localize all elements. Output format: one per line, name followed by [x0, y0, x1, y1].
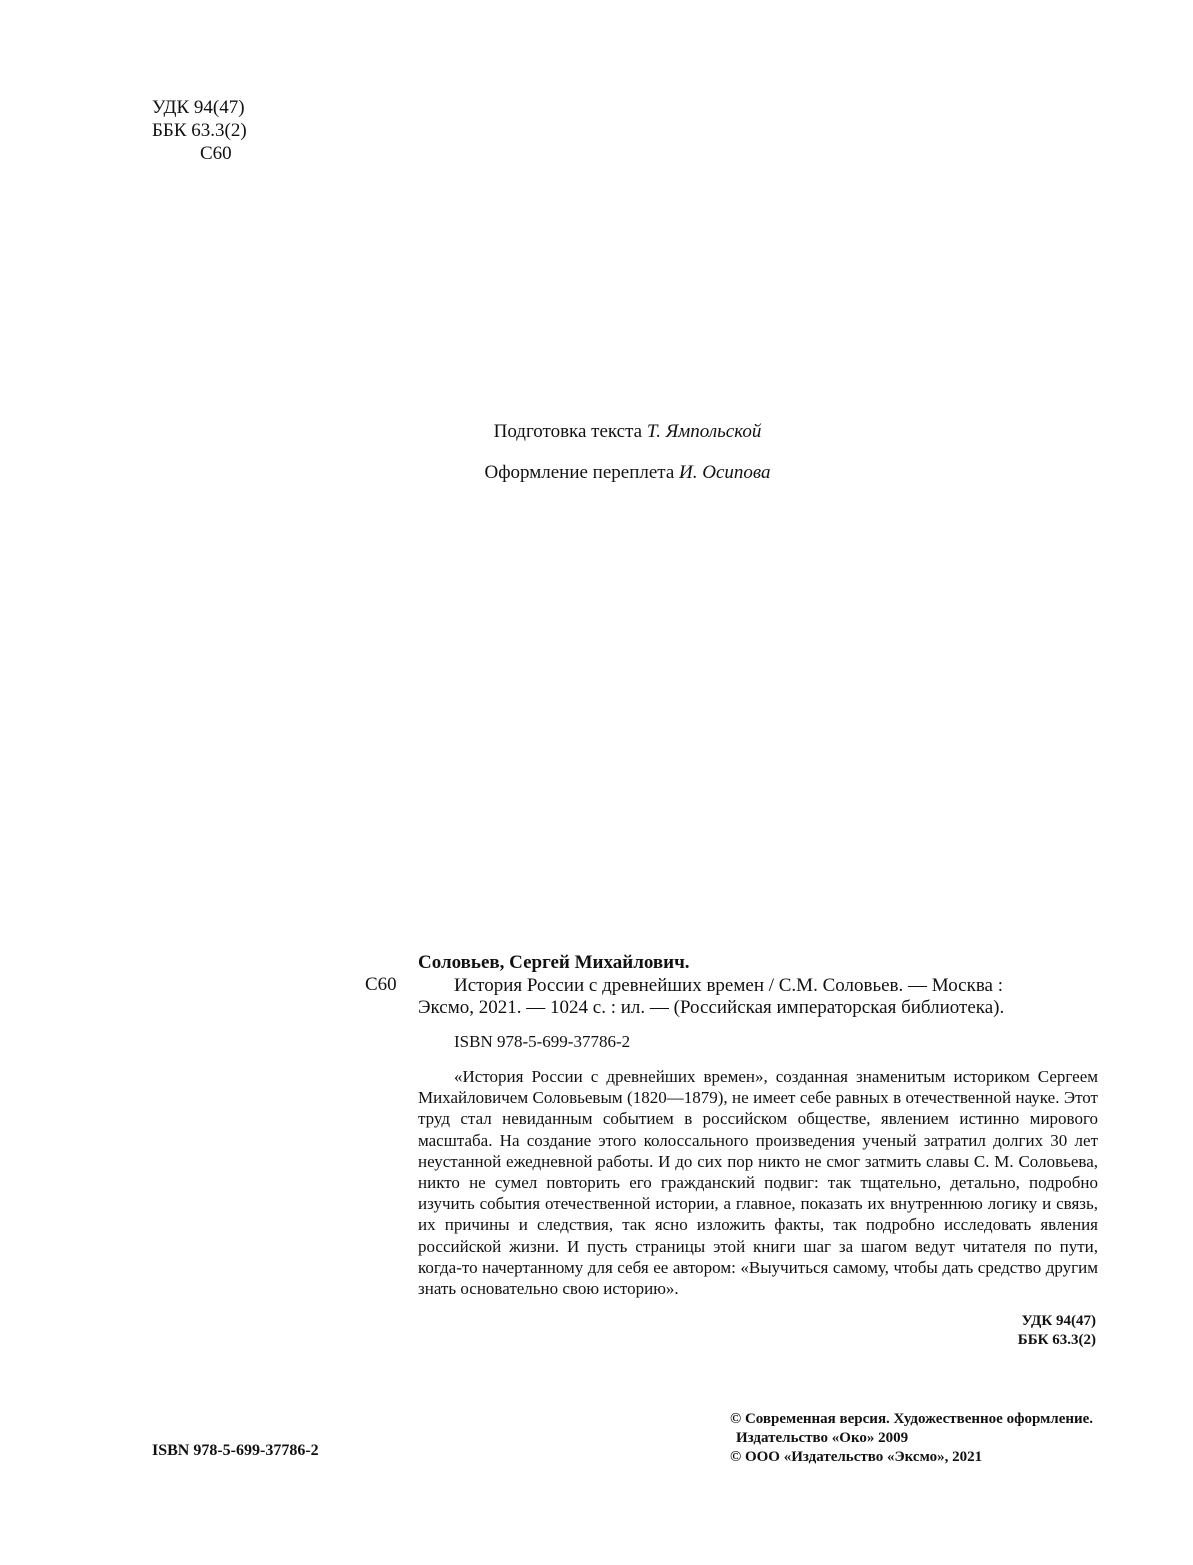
bbk-code: ББК 63.3(2): [152, 120, 247, 141]
binding-label: Оформление переплета: [484, 462, 675, 483]
catalog-author: Соловьев, Сергей Михайлович.: [418, 952, 690, 973]
text-prep-label: Подготовка текста: [493, 421, 643, 442]
binding-name: И. Осипова: [679, 462, 771, 483]
copyright-block: [730, 1410, 1093, 1467]
udk-code-bottom: УДК 94(47): [1021, 1313, 1096, 1329]
text-preparation-credit: [0, 421, 1193, 443]
catalog-annotation: «История России с древнейших времен», созданная знаменитым историком Сергеем Михайловичем Соловьевым (1820—1879), не имеет себе равных в отечественной науке. Этот труд стал невиданным событием в российском обществе, явлением истинно мирового масштаба. На создание этого колоссального произведения ученый затратил долгих 30 лет неустанной ежедневной работы. И до сих пор никто не смог затмить славы С. М. Соловьева, никто не сумел повторить его гражданский подвиг: так тщательно, детально, подробно изучить события отечественной истории, а главное, показать их внутреннюю логику и связь, их причины и следствия, так ясно изложить факты, так подробно исследовать явления российской жизни. И пусть страницы этой книги шаг за шагом ведут читателя по пути, когда-то начертанному для себя ее автором: «Выучиться самому, чтобы дать средство другим знать основательно свою историю».: [418, 1067, 1098, 1299]
isbn-bottom: ISBN 978-5-699-37786-2: [152, 1442, 319, 1459]
udk-block-bottom: [980, 1312, 1096, 1350]
catalog-title-line-1: История России с древнейших времен / С.М. Соловьев. — Москва :: [454, 974, 1004, 996]
udk-code: УДК 94(47): [152, 97, 245, 118]
catalog-record: [418, 952, 1098, 1299]
bbk-code-bottom: ББК 63.3(2): [1017, 1332, 1096, 1348]
copyright-line-3: © ООО «Издательство «Эксмо», 2021: [730, 1449, 983, 1465]
catalog-isbn: ISBN 978-5-699-37786-2: [454, 1031, 631, 1051]
copyright-line-1: © Современная версия. Художественное оформление.: [730, 1411, 1094, 1427]
binding-design-credit: [0, 462, 1193, 484]
udk-block-top: [152, 96, 247, 165]
text-prep-name: Т. Ямпольской: [646, 421, 762, 442]
catalog-author-sign: С60: [365, 974, 397, 995]
author-sign: С60: [200, 143, 232, 164]
catalog-title-line-2: Эксмо, 2021. — 1024 с. : ил. — (Российская императорская библиотека).: [418, 997, 1005, 1018]
copyright-line-2: Издательство «Око» 2009: [736, 1430, 909, 1446]
